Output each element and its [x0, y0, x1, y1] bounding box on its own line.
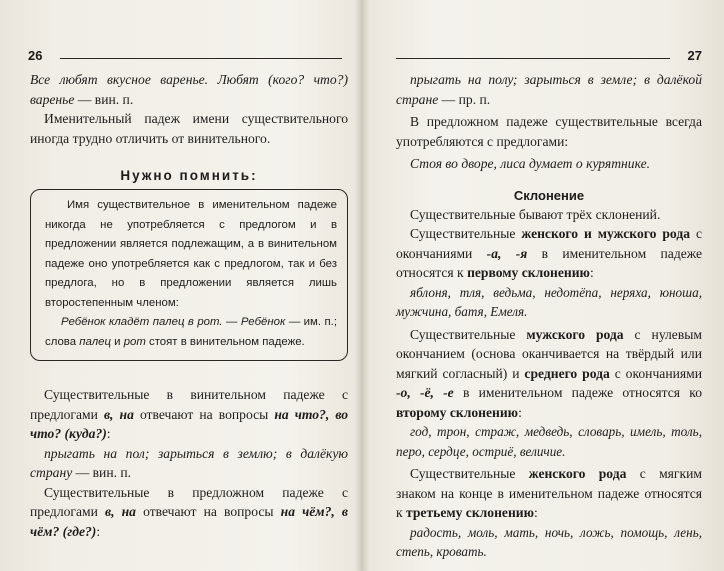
bold-text: третьему склонению — [406, 505, 535, 520]
rule-example — [45, 313, 337, 352]
paragraph — [30, 444, 348, 483]
bold-text: первому склонению — [467, 265, 590, 280]
text: и — [110, 335, 124, 348]
page-number: 26 — [28, 48, 43, 63]
text: : — [96, 523, 101, 539]
text: с нулевым окончанием (основа оканчивается на твёрдый или мягкий согласный) и — [396, 326, 702, 381]
section-heading: Склонение — [513, 187, 585, 203]
paragraph: Существительные бывают трёх склонений. — [410, 206, 661, 222]
text: с мягким знаком на конце в именительном падеже относятся к — [396, 466, 702, 520]
text: : — [589, 265, 594, 280]
paragraph — [396, 70, 702, 109]
bold-text: женского рода — [528, 466, 627, 481]
text: : — [534, 505, 538, 520]
header-rule — [396, 58, 670, 59]
text: : — [518, 404, 522, 420]
page-number: 27 — [687, 48, 702, 63]
text: : — [106, 426, 111, 441]
text: Существительные — [410, 226, 522, 241]
rule-text: Имя существительное в именительном падеже никогда не употребляется с предлогом и в предложении является подлежащим, а в винительном падеже оно употребляется как с предлогом, так и без предлога, но в предложении является лишь второстепенным членом: — [45, 199, 337, 309]
page-header — [396, 50, 702, 64]
examples-line — [396, 523, 702, 562]
text: в именительном падеже относятся ко — [453, 385, 702, 400]
bold-text: второму склонению — [396, 404, 519, 420]
text: в именительном падеже относятся к — [396, 245, 703, 280]
paragraph: Именительный падеж имени существительного иногда трудно отличить от винительного. — [30, 111, 348, 146]
bold-text: мужского рода — [526, 326, 624, 342]
example-text: палец — [79, 335, 111, 348]
text: Существительные в винительном падеже с предлогами — [30, 387, 348, 422]
bold-text: в, на — [103, 406, 134, 422]
bold-text: среднего рода — [524, 365, 610, 381]
text: отвечают на вопросы — [133, 406, 275, 422]
text: — пр. п. — [438, 91, 491, 107]
examples-line — [396, 422, 702, 461]
text: Существительные в предложном падеже с предлогами — [30, 484, 348, 519]
text: с окончаниями — [396, 226, 702, 261]
bold-text: -а, -я — [486, 245, 528, 261]
example-text: прыгать на полу; зарыться в земле; в далёкой стране — [396, 72, 702, 107]
paragraph — [30, 385, 348, 444]
example-text: рот — [123, 335, 146, 348]
paragraph — [396, 224, 702, 283]
paragraph: В предложном падеже существительные всегда употребляются с предлогами: — [396, 114, 702, 149]
text: — вин. п. — [74, 91, 134, 107]
example-text: год, трон, страж, медведь, словарь, имель, толь, перо, сердце, остриё, величие. — [396, 424, 702, 459]
bold-text: на чём?, в чём? (где?) — [30, 504, 348, 539]
header-rule — [60, 58, 342, 59]
page-header — [30, 50, 348, 64]
paragraph — [396, 154, 702, 174]
example-text: яблоня, тля, ведьма, недотёпа, неряха, юноша, мужчина, батя, Емеля. — [396, 284, 702, 319]
rule-box — [30, 189, 348, 361]
paragraph — [396, 325, 702, 423]
paragraph — [30, 483, 348, 542]
paragraph — [30, 70, 348, 109]
text: отвечают на вопросы — [135, 504, 281, 519]
example-text: Стоя во дворе, лиса думает о курятнике. — [410, 156, 651, 171]
text: — вин. п. — [72, 465, 132, 480]
text: с окончаниями — [609, 365, 703, 381]
bold-text: -о, -ё, -е — [396, 385, 454, 400]
example-text: радость, моль, мать, ночь, ложь, помощь, лень, степь, кровать. — [396, 524, 702, 559]
text: Существительные — [410, 466, 529, 481]
paragraph — [396, 464, 702, 523]
bold-text: на что?, во что? (куда?) — [30, 406, 349, 441]
remember-heading: Нужно помнить: — [120, 168, 258, 183]
text: стоят в винительном падеже. — [145, 335, 305, 348]
text: — им. п.; слова — [45, 316, 337, 348]
example-text: Все любят вкусное варенье. Любят (кого? что?) варенье — [30, 72, 348, 107]
right-page — [362, 0, 724, 571]
example-text: прыгать на пол; зарыться в землю; в далёкую страну — [30, 445, 348, 480]
text: Существительные — [410, 326, 527, 342]
bold-text: женского и мужского рода — [521, 226, 690, 241]
examples-line — [396, 283, 702, 322]
bold-text: в, на — [105, 504, 136, 519]
example-text: Ребёнок кладёт палец в рот. — Ребёнок — [61, 316, 286, 328]
